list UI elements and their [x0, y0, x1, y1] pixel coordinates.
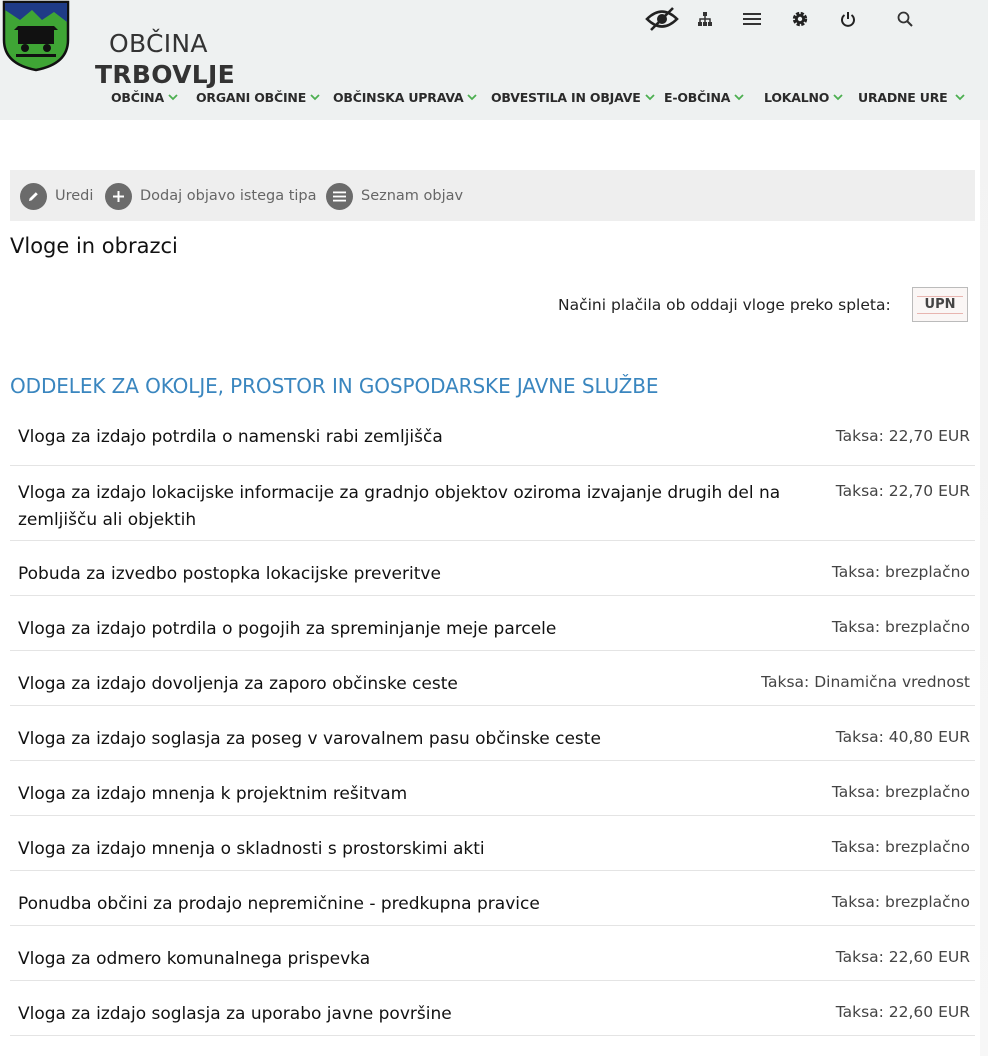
- fee-label: Taksa: brezplačno: [831, 783, 970, 801]
- page-scrollbar[interactable]: [980, 0, 988, 1056]
- nav-item-e-obcina[interactable]: [664, 86, 745, 108]
- list-posts-button[interactable]: [326, 182, 463, 210]
- brand-line-2[interactable]: TRBOVLJE: [95, 60, 235, 89]
- list-item[interactable]: [10, 706, 975, 761]
- list-item[interactable]: [10, 466, 975, 541]
- form-title-link[interactable]: Vloga za izdajo potrdila o pogojih za spreminjanje meje parcele: [18, 619, 557, 639]
- search-icon[interactable]: [888, 2, 922, 36]
- page-title: Vloge in obrazci: [10, 234, 178, 258]
- gear-icon[interactable]: [783, 2, 817, 36]
- form-title-link[interactable]: Vloga za izdajo dovoljenja za zaporo občinske ceste: [18, 674, 458, 694]
- chevron-down-icon: [954, 91, 966, 103]
- fee-label: Taksa: brezplačno: [831, 893, 970, 911]
- list-item[interactable]: [10, 816, 975, 871]
- nav-item-obcina[interactable]: [111, 86, 179, 108]
- nav-item-label: OBČINA: [111, 89, 164, 105]
- list-item[interactable]: [10, 541, 975, 596]
- form-title-link[interactable]: Vloga za izdajo mnenja k projektnim rešitvam: [18, 784, 408, 804]
- payment-methods-label: Načini plačila ob oddaji vloge preko spleta:: [558, 296, 891, 314]
- list-posts-label: Seznam objav: [361, 188, 464, 204]
- brand-line-1[interactable]: OBČINA: [109, 29, 208, 58]
- list-item[interactable]: [10, 761, 975, 816]
- main-navigation: [0, 86, 988, 108]
- form-title-link[interactable]: Vloga za izdajo soglasja za uporabo javne površine: [18, 1004, 452, 1024]
- nav-item-obvestila-in-objave[interactable]: [491, 86, 656, 108]
- add-same-type-label: Dodaj objavo istega tipa: [140, 188, 317, 204]
- menu-icon[interactable]: [735, 2, 769, 36]
- chevron-down-icon: [733, 91, 745, 103]
- site-header: [0, 0, 988, 120]
- form-title-link[interactable]: Vloga za izdajo potrdila o namenski rabi zemljišča: [18, 427, 443, 447]
- form-title-link[interactable]: Vloga za izdajo lokacijske informacije za gradnjo objektov oziroma izvajanje drugih del na zemljišču ali objektih: [18, 483, 781, 530]
- add-same-type-button[interactable]: [105, 182, 317, 210]
- fee-label: Taksa: 22,70 EUR: [835, 482, 970, 500]
- list-item[interactable]: [10, 981, 975, 1036]
- accessibility-eye-icon[interactable]: [645, 2, 679, 36]
- power-icon[interactable]: [831, 2, 865, 36]
- list-item[interactable]: [10, 651, 975, 706]
- nav-item-label: E-OBČINA: [664, 89, 731, 105]
- edit-button-label: Uredi: [55, 188, 94, 204]
- chevron-down-icon: [832, 91, 844, 103]
- fee-label: Taksa: 40,80 EUR: [835, 728, 970, 746]
- nav-item-label: OBVESTILA IN OBJAVE: [491, 89, 641, 105]
- form-title-link[interactable]: Ponudba občini za prodajo nepremičnine - predkupna pravice: [18, 894, 540, 914]
- fee-label: Taksa: brezplačno: [831, 563, 970, 581]
- plus-icon: [105, 183, 132, 210]
- form-title-link[interactable]: Pobuda za izvedbo postopka lokacijske preveritve: [18, 564, 441, 584]
- fee-label: Taksa: 22,60 EUR: [835, 948, 970, 966]
- nav-item-uradne-ure[interactable]: [858, 86, 966, 108]
- nav-item-lokalno[interactable]: [764, 86, 844, 108]
- admin-toolbar: [10, 170, 975, 221]
- list-item[interactable]: [10, 411, 975, 466]
- nav-item-organi-obcine[interactable]: [196, 86, 321, 108]
- fee-label: Taksa: brezplačno: [831, 618, 970, 636]
- upn-label: UPN: [924, 297, 956, 312]
- upn-payment-badge[interactable]: [912, 287, 968, 322]
- chevron-down-icon: [466, 91, 478, 103]
- nav-item-label: LOKALNO: [764, 89, 830, 105]
- list-item[interactable]: [10, 926, 975, 981]
- nav-item-obcinska-uprava[interactable]: [333, 86, 478, 108]
- form-title-link[interactable]: Vloga za izdajo mnenja o skladnosti s prostorskimi akti: [18, 839, 485, 859]
- nav-item-label: ORGANI OBČINE: [196, 89, 307, 105]
- edit-button[interactable]: [20, 182, 93, 210]
- sitemap-icon[interactable]: [688, 2, 722, 36]
- fee-label: Taksa: 22,70 EUR: [835, 427, 970, 445]
- forms-list: [10, 411, 975, 1036]
- coat-of-arms-logo[interactable]: [2, 0, 70, 72]
- nav-item-label: OBČINSKA UPRAVA: [333, 89, 464, 105]
- pencil-icon: [20, 183, 47, 210]
- chevron-down-icon: [644, 91, 656, 103]
- chevron-down-icon: [167, 91, 179, 103]
- fee-label: Taksa: 22,60 EUR: [835, 1003, 970, 1021]
- list-item[interactable]: [10, 871, 975, 926]
- fee-label: Taksa: brezplačno: [831, 838, 970, 856]
- chevron-down-icon: [309, 91, 321, 103]
- fee-label: Taksa: Dinamična vrednost: [761, 673, 970, 691]
- form-title-link[interactable]: Vloga za odmero komunalnega prispevka: [18, 949, 371, 969]
- list-icon: [326, 183, 353, 210]
- nav-item-label: URADNE URE: [858, 89, 948, 105]
- form-title-link[interactable]: Vloga za izdajo soglasja za poseg v varovalnem pasu občinske ceste: [18, 729, 601, 749]
- list-item[interactable]: [10, 596, 975, 651]
- section-title: ODDELEK ZA OKOLJE, PROSTOR IN GOSPODARSKE JAVNE SLUŽBE: [10, 374, 659, 398]
